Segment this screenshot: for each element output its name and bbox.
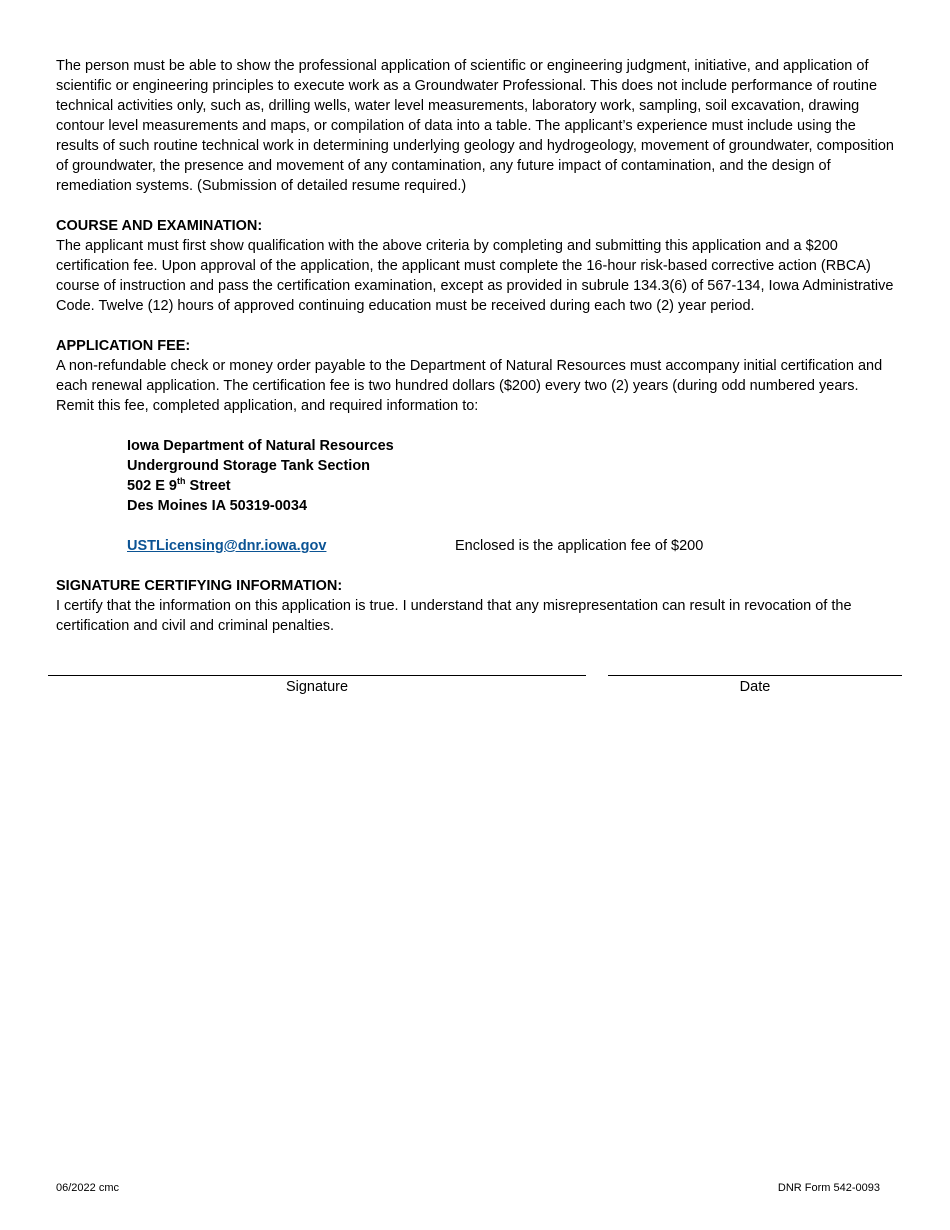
address-street — [127, 476, 896, 496]
address-street-ordinal: th — [177, 476, 186, 487]
footer-form-number: DNR Form 542-0093 — [777, 1182, 880, 1194]
signature-line[interactable] — [48, 675, 586, 676]
fee-heading: APPLICATION FEE: — [56, 338, 191, 354]
address-street-name: Street — [185, 478, 231, 494]
email-link[interactable]: USTLicensing@dnr.iowa.gov — [127, 538, 327, 554]
mailing-address — [127, 436, 896, 516]
address-line-1: Iowa Department of Natural Resources — [127, 438, 394, 454]
course-heading: COURSE AND EXAMINATION: — [56, 218, 263, 234]
address-city: Des Moines IA 50319-0034 — [127, 498, 308, 514]
certification-statement: I certify that the information on this application is true. I understand that any misrepresentation can result in revocation of the certification and civil and criminal penalties. — [56, 598, 852, 634]
address-street-number: 502 E 9 — [127, 478, 177, 494]
fee-paragraph: A non-refundable check or money order payable to the Department of Natural Resources must accompany initial certification and each renewal application. The certification fee is two hundred dollars ($200) every two (2) years (during odd numbered years. Remit this fee, completed application, and required information to: — [56, 358, 883, 414]
date-label: Date — [739, 679, 771, 695]
course-paragraph: The applicant must first show qualification with the above criteria by completing and submitting this application and a $200 certification fee. Upon approval of the application, the applicant must complete the 16-hour risk-based corrective action (RBCA) course of instruction and pass the certification examination, except as provided in subrule 134.3(6) of 567-134, Iowa Administrative Code. Twelve (12) hours of approved continuing education must be received during each two (2) year period. — [56, 238, 894, 314]
date-line[interactable] — [608, 675, 902, 676]
fee-enclosed-note: Enclosed is the application fee of $200 — [455, 538, 704, 554]
intro-paragraph: The person must be able to show the professional application of scientific or engineering judgment, initiative, and application of scientific or engineering principles to execute work as a Groundwater Professional. This does not include performance of routine technical activities only, such as, drilling wells, water level measurements, laboratory work, sampling, soil excavation, drawing contour level measurements and maps, or compilation of data into a table. The applicant’s experience must include using the results of such routine technical work in determining underlying geology and hydrogeology, movement of groundwater, composition of groundwater, the presence and movement of any contamination, any future impact of contamination, and the design of remediation systems. (Submission of detailed resume required.) — [56, 58, 894, 194]
footer-revision: 06/2022 cmc — [56, 1182, 119, 1194]
address-line-2: Underground Storage Tank Section — [127, 458, 371, 474]
signature-heading: SIGNATURE CERTIFYING INFORMATION: — [56, 578, 343, 594]
contact-row — [56, 536, 896, 556]
signature-label: Signature — [285, 679, 349, 695]
form-page — [56, 56, 896, 656]
signature-block — [0, 675, 950, 705]
